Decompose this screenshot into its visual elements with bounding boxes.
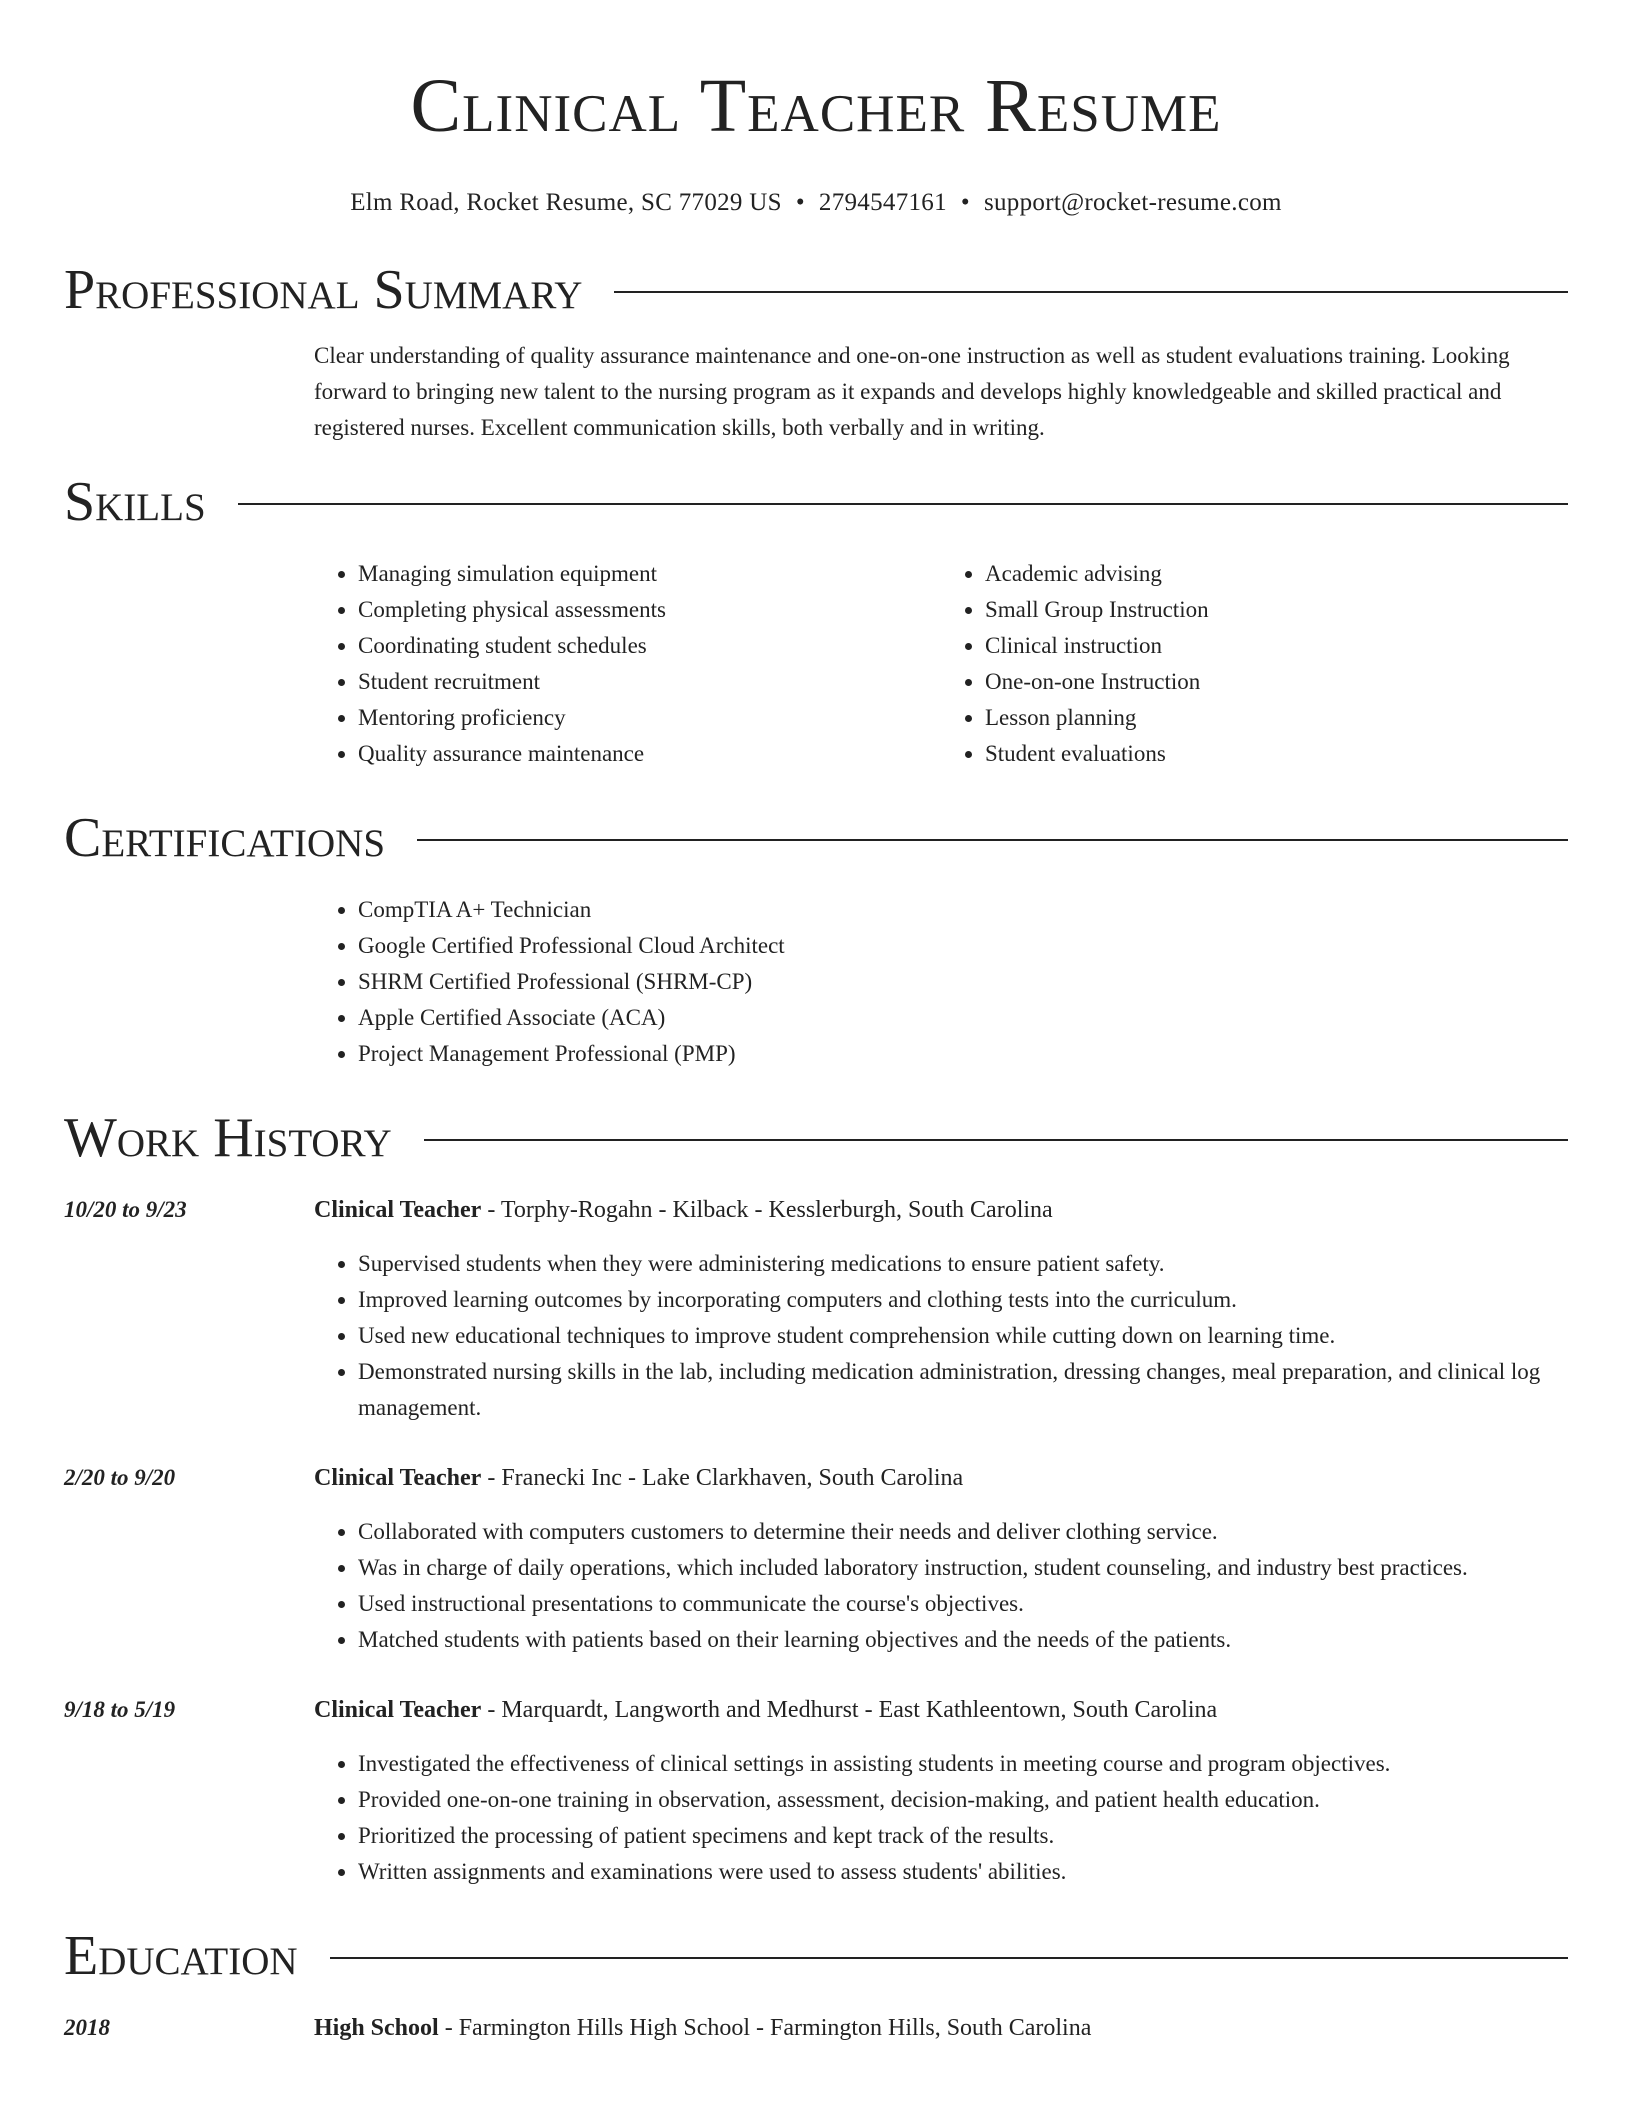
job-bullets — [314, 1246, 1568, 1426]
job-bullet: • Improved learning outcomes by incorporating computers and clothing tests into the curriculum. — [358, 1282, 1568, 1318]
job-entry — [64, 1460, 1568, 1658]
education-header — [314, 2010, 1091, 2046]
job-bullet: • Used instructional presentations to communicate the course's objectives. — [358, 1586, 1568, 1622]
skill-item: • One-on-one Instruction — [985, 664, 1568, 700]
job-dates: 10/20 to 9/23 — [64, 1197, 187, 1222]
phone: 2794547161 — [818, 189, 947, 216]
job-title: Clinical Teacher — [314, 1697, 482, 1723]
education-section-header — [64, 1924, 1568, 1988]
job-title: Clinical Teacher — [314, 1465, 482, 1491]
section-divider — [330, 1957, 1568, 1959]
skill-item: • Lesson planning — [985, 700, 1568, 736]
job-bullet: • Matched students with patients based on their learning objectives and the needs of the patients. — [358, 1622, 1568, 1658]
job-bullet: • Was in charge of daily operations, which included laboratory instruction, student counseling, and industry best practices. — [358, 1550, 1568, 1586]
education-degree: High School — [314, 2015, 439, 2041]
skills-heading: Skills — [64, 471, 206, 533]
job-bullets — [314, 1514, 1568, 1658]
job-header — [314, 1192, 1053, 1228]
job-bullet: • Prioritized the processing of patient specimens and kept track of the results. — [358, 1818, 1568, 1854]
skill-item: • Student evaluations — [985, 736, 1568, 772]
skill-item: • Completing physical assessments — [358, 592, 941, 628]
skills-list-right — [941, 556, 1568, 772]
section-divider — [238, 503, 1568, 505]
job-bullets — [314, 1746, 1568, 1890]
address: Elm Road, Rocket Resume, SC 77029 US — [350, 189, 782, 216]
email[interactable]: support@rocket-resume.com — [983, 189, 1282, 216]
section-divider — [424, 1139, 1568, 1141]
skill-item: • Coordinating student schedules — [358, 628, 941, 664]
education-heading: Education — [64, 1925, 298, 1987]
skills-section-header — [64, 470, 1568, 534]
education-year: 2018 — [64, 2015, 110, 2040]
job-bullet: • Written assignments and examinations were used to assess students' abilities. — [358, 1854, 1568, 1890]
certifications-list — [314, 892, 1568, 1072]
certifications-heading: Certifications — [64, 807, 386, 869]
summary-text: Clear understanding of quality assurance maintenance and one-on-one instruction as well as student evaluations training. Looking forward to bringing new talent to the nursing program as it expands and develops highly knowledgeable and skilled practical and registered nurses. Excellent communication skills, both verbally and in writing. — [314, 343, 1510, 440]
job-entry — [64, 1692, 1568, 1890]
skill-item: • Small Group Instruction — [985, 592, 1568, 628]
job-title: Clinical Teacher — [314, 1197, 482, 1223]
job-bullet: • Collaborated with computers customers to determine their needs and deliver clothing service. — [358, 1514, 1568, 1550]
job-bullet: • Used new educational techniques to improve student comprehension while cutting down on learning time. — [358, 1318, 1568, 1354]
job-header — [314, 1460, 963, 1496]
certification-item: • Google Certified Professional Cloud Architect — [358, 928, 1568, 964]
job-employer-location: - Torphy-Rogahn - Kilback - Kesslerburgh, South Carolina — [481, 1197, 1053, 1223]
skill-item: • Clinical instruction — [985, 628, 1568, 664]
certifications-section-header — [64, 806, 1568, 870]
job-entry — [64, 1192, 1568, 1426]
contact-line — [64, 188, 1568, 218]
summary-heading: Professional Summary — [64, 259, 583, 321]
skill-item: • Quality assurance maintenance — [358, 736, 941, 772]
separator-dot: • — [960, 189, 970, 216]
job-dates: 2/20 to 9/20 — [64, 1465, 176, 1490]
job-employer-location: - Franecki Inc - Lake Clarkhaven, South Carolina — [481, 1465, 964, 1491]
job-header — [314, 1692, 1217, 1728]
section-divider — [417, 839, 1568, 841]
certification-item: • CompTIA A+ Technician — [358, 892, 1568, 928]
skill-item: • Academic advising — [985, 556, 1568, 592]
job-bullet: • Provided one-on-one training in observation, assessment, decision-making, and patient health education. — [358, 1782, 1568, 1818]
job-dates: 9/18 to 5/19 — [64, 1697, 176, 1722]
skills-grid — [314, 556, 1568, 772]
resume-title: Clinical Teacher Resume — [410, 64, 1222, 148]
job-employer-location: - Marquardt, Langworth and Medhurst - East Kathleentown, South Carolina — [481, 1697, 1218, 1723]
work-history-heading: Work History — [64, 1107, 392, 1169]
summary-section-header — [64, 258, 1568, 322]
separator-dot: • — [795, 189, 805, 216]
certification-item: • Project Management Professional (PMP) — [358, 1036, 1568, 1072]
job-bullet: • Investigated the effectiveness of clinical settings in assisting students in meeting course and program objectives. — [358, 1746, 1568, 1782]
education-school-location: - Farmington Hills High School - Farmington Hills, South Carolina — [438, 2015, 1092, 2041]
education-entry — [64, 2010, 1568, 2046]
skill-item: • Mentoring proficiency — [358, 700, 941, 736]
skill-item: • Managing simulation equipment — [358, 556, 941, 592]
job-bullet: • Demonstrated nursing skills in the lab, including medication administration, dressing changes, meal preparation, and clinical log management. — [358, 1354, 1568, 1426]
skill-item: • Student recruitment — [358, 664, 941, 700]
section-divider — [614, 291, 1568, 293]
certification-item: • SHRM Certified Professional (SHRM-CP) — [358, 964, 1568, 1000]
skills-list-left — [314, 556, 941, 772]
job-bullet: • Supervised students when they were administering medications to ensure patient safety. — [358, 1246, 1568, 1282]
certification-item: • Apple Certified Associate (ACA) — [358, 1000, 1568, 1036]
work-history-section-header — [64, 1106, 1568, 1170]
